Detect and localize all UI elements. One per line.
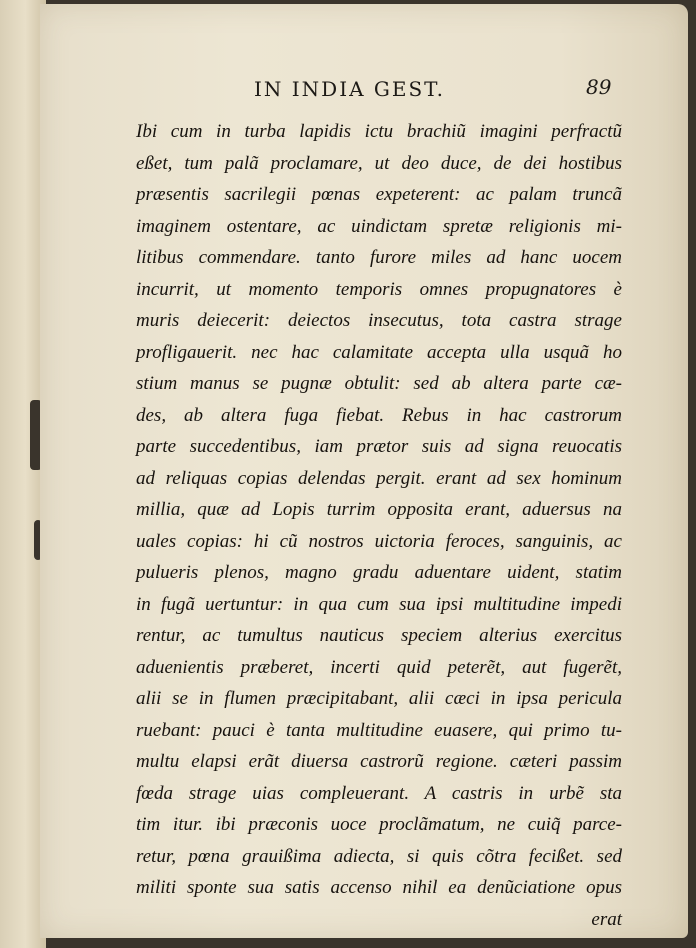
text-line: Ibi cum in turba lapidis ictu brachiũ imagini perfractũ bbox=[136, 121, 622, 142]
text-line: litibus commendare. tanto furore miles ad hanc uocem bbox=[136, 247, 622, 268]
text-line: in fugã uertuntur: in qua cum sua ipsi multitudine impedi bbox=[136, 593, 622, 615]
page-number: 89 bbox=[586, 75, 612, 99]
text-line: incurrit, ut momento temporis omnes propugnatores è bbox=[136, 278, 622, 300]
text-line: imaginem ostentare, ac uindictam spretæ religionis mi- bbox=[136, 215, 622, 237]
text-line: uales copias: hi cũ nostros uictoria feroces, sanguinis, ac bbox=[136, 530, 622, 552]
text-line: ad reliquas copias delendas pergit. erant ad sex hominum bbox=[136, 467, 622, 489]
text-line: multu elapsi erãt diuersa castrorũ regione. cæteri passim bbox=[136, 751, 622, 772]
text-line: alii se in flumen præcipitabant, alii cæci in ipsa pericula bbox=[136, 688, 622, 709]
text-line: stium manus se pugnæ obtulit: sed ab altera parte cæ- bbox=[136, 373, 622, 394]
text-line: retur, pœna grauißima adiecta, si quis cõtra fecißet. sed bbox=[136, 845, 622, 867]
text-line: muris deiecerit: deiectos insecutus, tota castra strage bbox=[136, 310, 622, 331]
text-body bbox=[136, 116, 622, 935]
text-line: ruebant: pauci è tanta multitudine euasere, qui primo tu- bbox=[136, 719, 622, 741]
text-line: pulueris plenos, magno gradu aduentare uident, statim bbox=[136, 562, 622, 583]
text-line: militi sponte sua satis accenso nihil ea denũciatione opus bbox=[136, 877, 622, 898]
text-line: profligauerit. nec hac calamitate accepta ulla usquã ho bbox=[136, 341, 622, 363]
text-line: des, ab altera fuga fiebat. Rebus in hac castrorum bbox=[136, 404, 622, 426]
running-title: IN INDIA GEST. bbox=[254, 77, 445, 101]
text-line: fœda strage uias compleuerant. A castris in urbẽ sta bbox=[136, 782, 622, 804]
text-line: parte succedentibus, iam prætor suis ad signa reuocatis bbox=[136, 436, 622, 457]
text-line: rentur, ac tumultus nauticus speciem alterius exercitus bbox=[136, 625, 622, 646]
catchword: erat bbox=[591, 908, 622, 930]
text-line: aduenientis præberet, incerti quid peterẽt, aut fugerẽt, bbox=[136, 656, 622, 678]
text-line: eßet, tum palã proclamare, ut deo duce, de dei hostibus bbox=[136, 152, 622, 174]
book-page bbox=[40, 4, 688, 938]
text-line: præsentis sacrilegii pœnas expeterent: ac palam truncã bbox=[136, 184, 622, 205]
text-line: tim itur. ibi præconis uoce proclãmatum, ne cuiq̃ parce- bbox=[136, 814, 622, 835]
text-line: millia, quæ ad Lopis turrim opposita erant, aduersus na bbox=[136, 499, 622, 520]
